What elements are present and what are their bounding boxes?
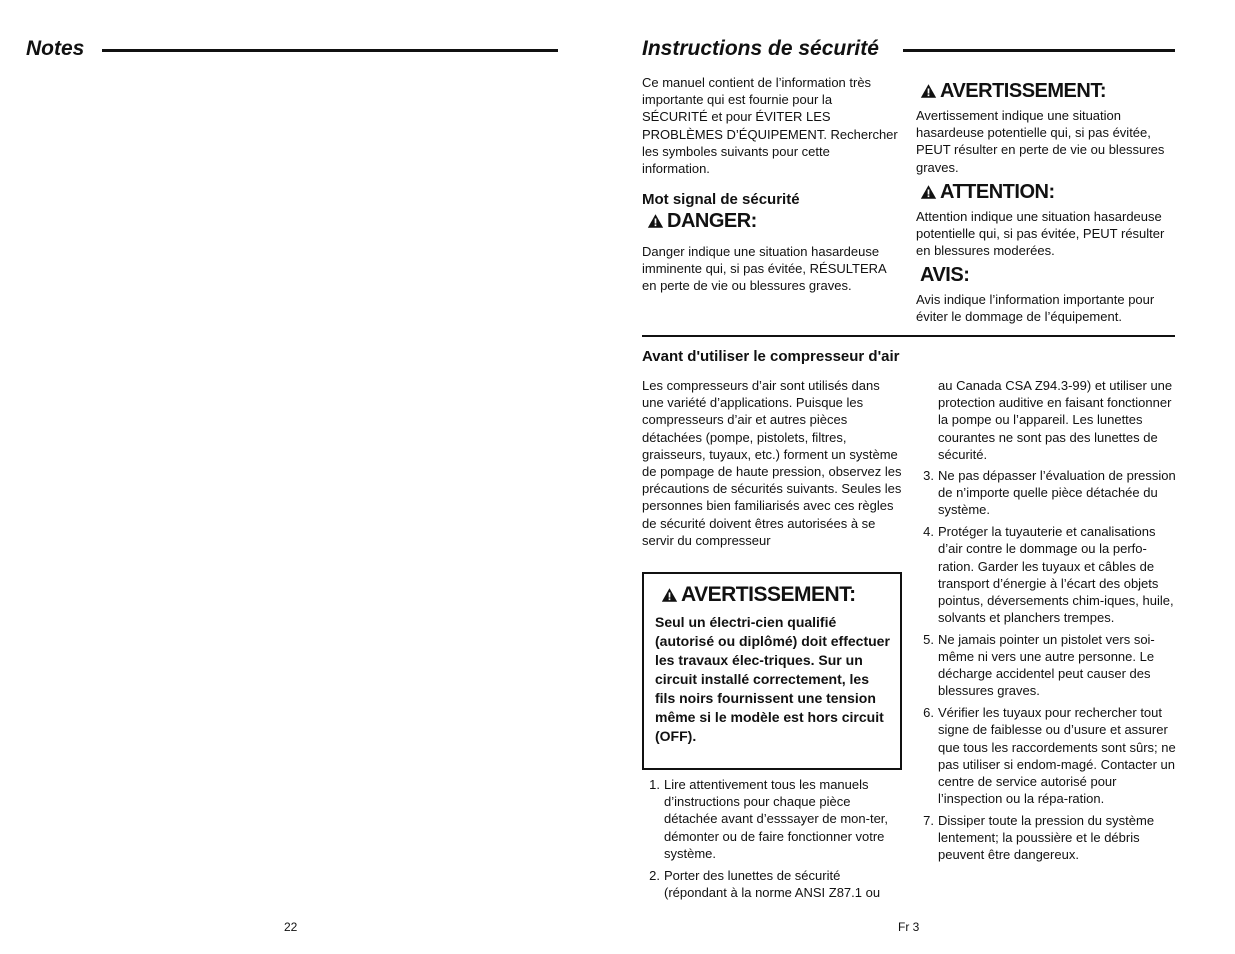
box-avertissement-label: AVERTISSEMENT: <box>681 583 856 606</box>
list-item <box>916 704 1178 807</box>
step-text: Ne jamais pointer un pistolet vers soi-même ni vers une autre personne. Le décharge accidentel peut causer des blessures graves. <box>938 631 1155 699</box>
list-item <box>916 467 1178 519</box>
attention-label: ATTENTION: <box>940 181 1055 203</box>
step-number: 4. <box>923 524 934 540</box>
safety-steps-left <box>642 776 904 905</box>
step-number: 1. <box>649 777 660 792</box>
safety-steps-right <box>916 467 1178 868</box>
avis-text: Avis indique l’information importante pour éviter le dommage de l’équipement. <box>916 292 1155 325</box>
step-text: Dissiper toute la pression du système lentement; la poussière et le débris peuvent être dangereux. <box>938 812 1155 863</box>
step-number: 5. <box>923 631 934 647</box>
electrician-warning-box <box>642 572 902 770</box>
list-item <box>916 523 1178 626</box>
warning-triangle-icon <box>661 587 678 603</box>
list-item <box>642 776 904 862</box>
step-text: Vérifier les tuyaux pour rechercher tout signe de faiblesse ou d’usure et assurer que tous les raccordements sont sûrs; ne pas utiliser si endom-magé. Contacter un centre de service autorisé pour l’inspection ou la répa-ration. <box>938 705 1176 807</box>
danger-label: DANGER: <box>667 210 757 232</box>
warning-triangle-icon <box>920 184 937 200</box>
avertissement-label: AVERTISSEMENT: <box>940 80 1106 102</box>
signal-word-title: Mot signal de sécurité <box>642 191 800 208</box>
avis-signal <box>920 264 969 286</box>
notes-heading-rule <box>102 49 558 52</box>
box-avertissement-signal <box>661 584 856 606</box>
step-number: 6. <box>923 705 934 721</box>
step-text: Lire attentivement tous les manuels d’instructions pour chaque pièce détachée avant d’esssayer de mon-ter, démonter ou de faire fonctionner votre système. <box>664 777 889 861</box>
avertissement-signal <box>920 80 1106 102</box>
step-text: Ne pas dépasser l’évaluation de pression de n’importe quelle pièce détachée du système. <box>938 468 1176 518</box>
step2-continued: au Canada CSA Z94.3-99) et utiliser une protection auditive en faisant fonctionner la pompe ou l’appareil. Les lunettes courantes ne sont pas des lunettes de sécurité. <box>938 378 1173 462</box>
avis-label: AVIS: <box>920 264 970 286</box>
section-intro: Les compresseurs d’air sont utilisés dans une variété d’applications. Puisque les compresseurs d’air et autres pièces détachées (pompe, pistolets, filtres, graisseurs, tuyaux, etc.) forment un système de pompage de haute pression, observez les précautions de sécurités suivants. Seules les personnes bien familiarisés avec ces règles de sécurité doivent êtres autorisées à se servir du compresseur <box>642 378 902 548</box>
instructions-heading-rule <box>903 49 1175 52</box>
notes-heading: Notes <box>26 37 85 60</box>
box-warning-text: Seul un électri-cien qualifié (autorisé ou diplômé) doit effectuer les travaux élec-triques. Sur un circuit installé correctement, les fils noirs fournissent une tension même si le modèle est hors circuit (OFF). <box>655 614 890 744</box>
intro-text: Ce manuel contient de l’information très importante qui est fournie pour la SÉCURITÉ et pour ÉVITER LES PROBLÈMES D’ÉQUIPEMENT. Rechercher les symboles suivants pour cette information. <box>642 75 898 177</box>
attention-signal <box>920 181 1055 203</box>
page-number-right: Fr 3 <box>898 920 920 934</box>
list-item <box>642 867 904 901</box>
danger-signal <box>647 210 757 232</box>
danger-text: Danger indique une situation hasardeuse imminente qui, si pas évitée, RÉSULTERA en perte de vie ou blessures graves. <box>642 244 886 294</box>
step-number: 7. <box>923 812 934 828</box>
step-number: 2. <box>649 867 660 883</box>
step-number: 3. <box>923 468 934 483</box>
step-text: Protéger la tuyauterie et canalisations d’air contre le dommage ou la perfo-ration. Garder les tuyaux et câbles de transport d’énergie à l’écart des objets pointus, déversements chim-iques, huile, solvants et planchers trempes. <box>938 524 1174 626</box>
step-text: Porter des lunettes de sécurité (répondant à la norme ANSI Z87.1 ou <box>664 867 881 900</box>
instructions-heading: Instructions de sécurité <box>642 37 879 60</box>
list-item <box>916 812 1178 864</box>
list-item <box>916 631 1178 700</box>
attention-text: Attention indique une situation hasardeuse potentielle qui, si pas évitée, PEUT résulter en blessures moderées. <box>916 209 1165 259</box>
section-divider <box>642 335 1175 337</box>
page-number-left: 22 <box>284 920 298 934</box>
warning-triangle-icon <box>920 83 937 99</box>
section-title: Avant d'utiliser le compresseur d'air <box>642 348 900 365</box>
warning-triangle-icon <box>647 213 664 229</box>
avertissement-text: Avertissement indique une situation hasardeuse potentielle qui, si pas évitée, PEUT résulter en perte de vie ou blessures graves. <box>916 108 1165 175</box>
